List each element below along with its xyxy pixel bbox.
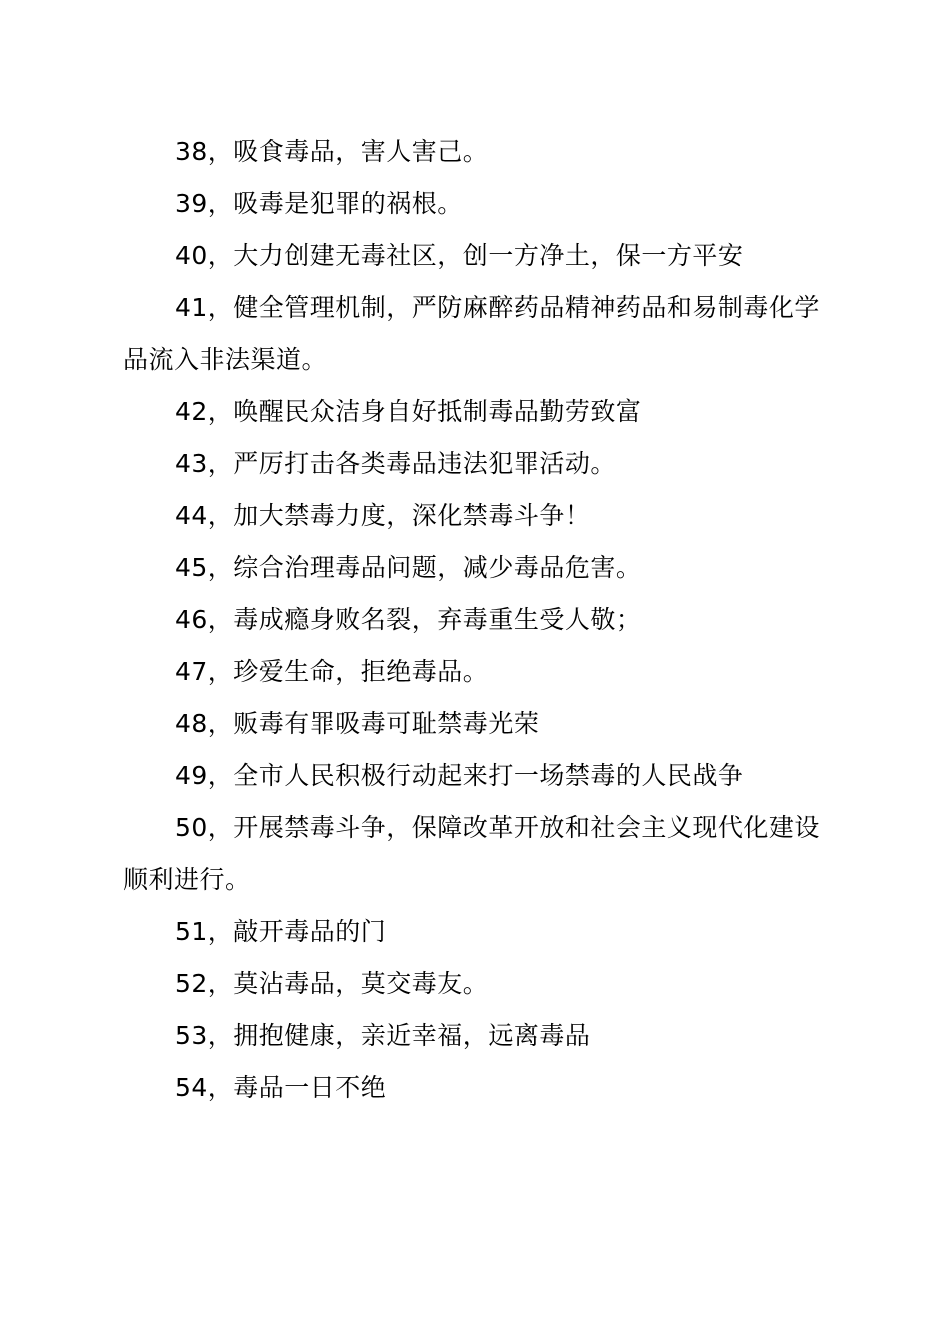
paragraph-44: 44，加大禁毒力度，深化禁毒斗争！	[175, 501, 591, 530]
paragraph-53: 53，拥抱健康，亲近幸福，远离毒品	[175, 1021, 591, 1050]
paragraph-43: 43，严厉打击各类毒品违法犯罪活动。	[175, 449, 616, 478]
document-body	[123, 126, 843, 1114]
paragraph-41: 41，健全管理机制，严防麻醉药品精神药品和易制毒化学品流入非法渠道。	[123, 293, 820, 374]
paragraph-42: 42，唤醒民众洁身自好抵制毒品勤劳致富	[175, 397, 642, 426]
paragraph-47: 47，珍爱生命，拒绝毒品。	[175, 657, 489, 686]
paragraph-54: 54，毒品一日不绝	[175, 1073, 387, 1102]
paragraph-48: 48，贩毒有罪吸毒可耻禁毒光荣	[175, 709, 540, 738]
paragraph-52: 52，莫沾毒品，莫交毒友。	[175, 969, 489, 998]
paragraph-45: 45，综合治理毒品问题，减少毒品危害。	[175, 553, 642, 582]
paragraph-51: 51，敲开毒品的门	[175, 917, 387, 946]
paragraph-50: 50，开展禁毒斗争，保障改革开放和社会主义现代化建设顺利进行。	[123, 813, 820, 894]
paragraph-46: 46，毒成瘾身败名裂，弃毒重生受人敬；	[175, 605, 642, 634]
paragraph-40: 40，大力创建无毒社区，创一方净土，保一方平安	[175, 241, 744, 270]
paragraph-49: 49，全市人民积极行动起来打一场禁毒的人民战争	[175, 761, 744, 790]
paragraph-38: 38，吸食毒品，害人害己。	[175, 137, 489, 166]
paragraph-39: 39，吸毒是犯罪的祸根。	[175, 189, 463, 218]
